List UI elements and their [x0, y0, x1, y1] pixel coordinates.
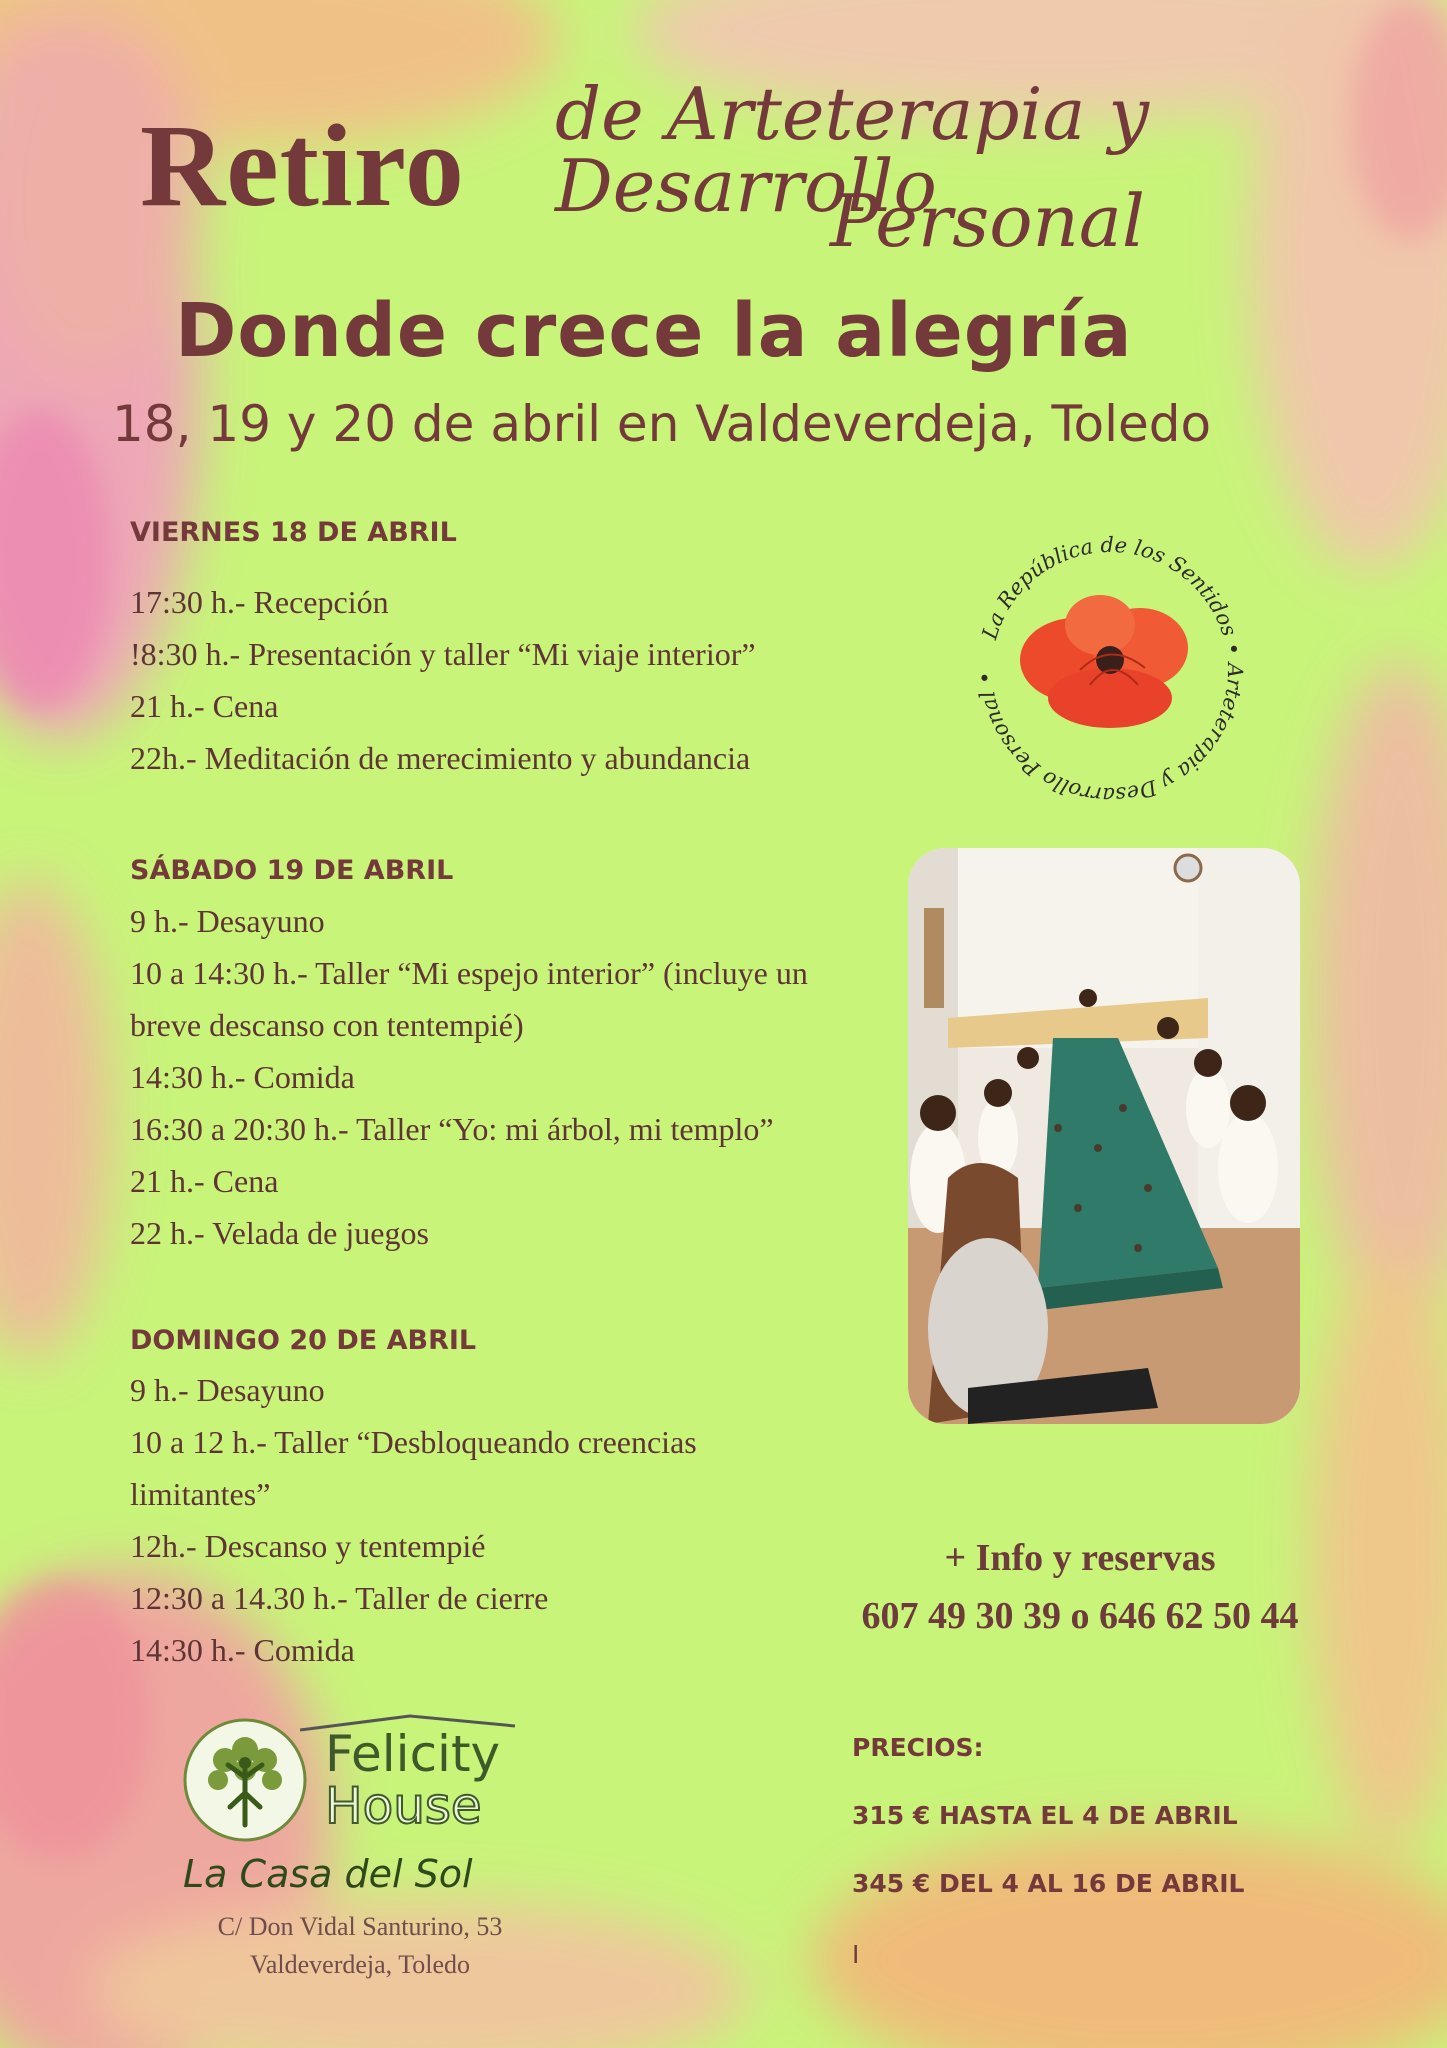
logo-name-line2: House	[325, 1777, 482, 1835]
day-heading-domingo: DOMINGO 20 DE ABRIL	[130, 1325, 477, 1356]
title-main: Retiro	[140, 100, 465, 231]
schedule-item: breve descanso con tentempié)	[130, 1007, 524, 1043]
price-line-1: 315 € HASTA EL 4 DE ABRIL	[852, 1801, 1238, 1830]
schedule-item: 12h.- Descanso y tentempié	[130, 1528, 486, 1564]
schedule-item: 21 h.- Cena	[130, 1163, 279, 1199]
schedule-item: 16:30 a 20:30 h.- Taller “Yo: mi árbol, mi templo”	[130, 1111, 774, 1147]
stray-mark: I	[852, 1940, 860, 1969]
group-meditation-photo	[908, 848, 1300, 1424]
schedule-item: 14:30 h.- Comida	[130, 1632, 355, 1668]
info-phones[interactable]: 607 49 30 39 o 646 62 50 44	[861, 1595, 1299, 1637]
day-heading-viernes: VIERNES 18 DE ABRIL	[130, 517, 457, 548]
schedule-item: 22h.- Meditación de merecimiento y abundancia	[130, 740, 751, 776]
schedule-item: !8:30 h.- Presentación y taller “Mi viaje interior”	[130, 636, 756, 672]
day-heading-sabado: SÁBADO 19 DE ABRIL	[130, 855, 454, 886]
price-line-2: 345 € DEL 4 AL 16 DE ABRIL	[852, 1869, 1245, 1898]
schedule-item: 12:30 a 14.30 h.- Taller de cierre	[130, 1580, 549, 1616]
schedule-viernes	[130, 576, 756, 784]
poppy-flower-icon	[1020, 595, 1188, 728]
tree-yoga-icon	[180, 1715, 310, 1845]
schedule-item: 10 a 14:30 h.- Taller “Mi espejo interior” (incluye un	[130, 955, 808, 991]
address-line-2: Valdeverdeja, Toledo	[249, 1950, 471, 1979]
info-label: + Info y reservas	[944, 1537, 1216, 1579]
seal-text: La República de los Sentidos • Arteterapia y Desarrollo Personal •	[972, 532, 1248, 808]
event-dates: 18, 19 y 20 de abril en Valdeverdeja, Toledo	[112, 395, 1212, 453]
seal-logo	[960, 520, 1260, 820]
schedule-item: 10 a 12 h.- Taller “Desbloqueando creencias	[130, 1424, 697, 1460]
schedule-item: limitantes”	[130, 1476, 271, 1512]
title-script-line2: Personal	[830, 179, 1145, 263]
prices-heading: PRECIOS:	[852, 1733, 984, 1762]
address-line-1: C/ Don Vidal Santurino, 53	[217, 1912, 503, 1941]
schedule-item: 9 h.- Desayuno	[130, 1372, 325, 1408]
address	[170, 1908, 550, 1984]
schedule-item: 14:30 h.- Comida	[130, 1059, 355, 1095]
title-script-line1: de Arteterapia y Desarrollo	[555, 72, 1150, 228]
schedule-item: 17:30 h.- Recepción	[130, 584, 389, 620]
schedule-sabado	[130, 895, 808, 1259]
logo-name-line1: Felicity	[325, 1725, 501, 1783]
schedule-item: 21 h.- Cena	[130, 688, 279, 724]
schedule-domingo	[130, 1364, 697, 1676]
schedule-item: 22 h.- Velada de juegos	[130, 1215, 429, 1251]
tagline: Donde crece la alegría	[175, 288, 1133, 374]
schedule-item: 9 h.- Desayuno	[130, 903, 325, 939]
logo-subtitle: La Casa del Sol	[183, 1852, 473, 1896]
